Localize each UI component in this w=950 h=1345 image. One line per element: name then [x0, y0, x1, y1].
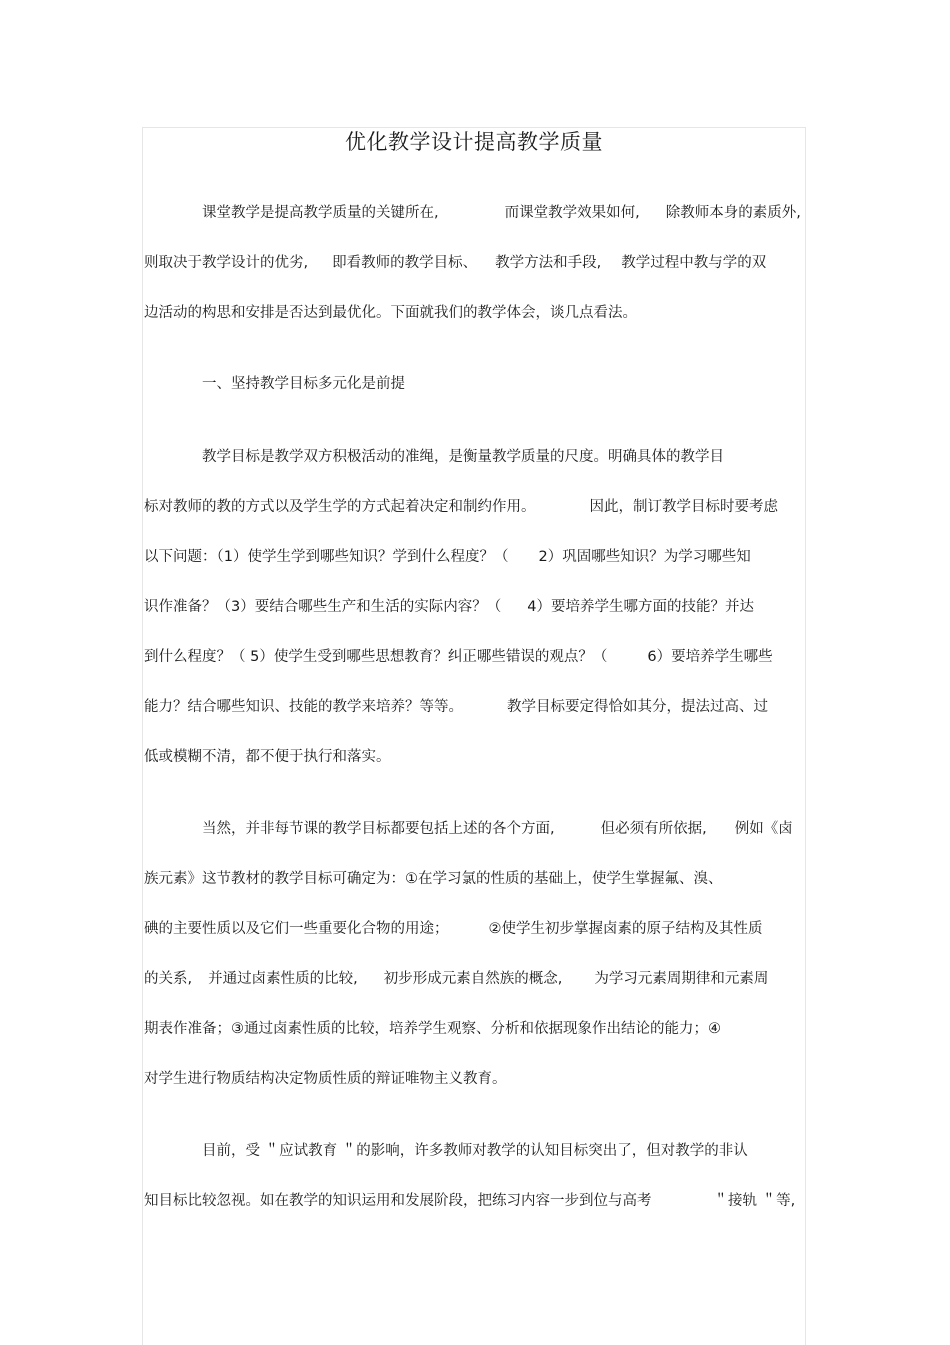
section-heading-1: 一、坚持教学目标多元化是前提: [202, 376, 405, 392]
para2-line-4: [144, 969, 768, 989]
para1-line-6-seg-2: 教学目标要定得恰如其分，提法过高、过: [507, 699, 768, 715]
para1-line-4-seg-1: 识作准备？（3）要结合哪些生产和生活的实际内容？（: [144, 599, 502, 615]
para1-line-4-seg-2: 4）要培养学生哪方面的技能？并达: [527, 599, 754, 615]
intro-line-3: 边活动的构思和安排是否达到最优化。下面就我们的教学体会，谈几点看法。: [144, 305, 637, 321]
para1-line-2-seg-2: 因此，制订教学目标时要考虑: [589, 499, 778, 515]
para3-line-2-seg-1: 知目标比较忽视。如在教学的知识运用和发展阶段，把练习内容一步到位与高考: [144, 1193, 652, 1209]
para1-line-5: [144, 647, 773, 667]
para1-line-2: [144, 497, 778, 517]
para2-line-4-seg-1: 的关系,: [144, 971, 193, 987]
intro-line-2: [144, 253, 766, 273]
para2-line-1-seg-1: 当然，并非每节课的教学目标都要包括上述的各个方面,: [202, 821, 555, 837]
para2-line-3-seg-2: ②使学生初步掌握卤素的原子结构及其性质: [488, 921, 763, 937]
para1-line-3-seg-2: 2）巩固哪些知识？为学习哪些知: [538, 549, 751, 565]
intro-line-2-seg-2: 即看教师的教学目标、: [332, 255, 478, 271]
intro-line-2-seg-3: 教学方法和手段,: [495, 255, 602, 271]
para2-line-1: [202, 819, 793, 839]
intro-line-1: [202, 203, 801, 223]
intro-line-1-seg-2: 而课堂教学效果如何,: [504, 205, 640, 221]
intro-line-1-seg-1: 课堂教学是提高教学质量的关键所在,: [202, 205, 439, 221]
para1-line-7: 低或模糊不清，都不便于执行和落实。: [144, 749, 391, 765]
para1-line-4: [144, 597, 754, 617]
para3-line-2-seg-2: ＂接轨 ＂等,: [713, 1193, 796, 1209]
intro-line-1-seg-3: 除教师本身的素质外,: [665, 205, 801, 221]
document-title: 优化教学设计提高教学质量: [345, 130, 603, 154]
para1-line-6: [144, 697, 768, 717]
para1-line-5-seg-1: 到什么程度？（ 5）使学生受到哪些思想教育？纠正哪些错误的观点？（: [144, 649, 608, 665]
para2-line-1-seg-3: 例如《卤: [734, 821, 793, 837]
para1-line-3: [144, 547, 751, 567]
para1-line-2-seg-1: 标对教师的教的方式以及学生学的方式起着决定和制约作用。: [144, 499, 536, 515]
para2-line-3-seg-1: 碘的主要性质以及它们一些重要化合物的用途；: [144, 921, 449, 937]
para1-line-3-seg-1: 以下问题：（1）使学生学到哪些知识？学到什么程度？（: [144, 549, 509, 565]
para1-line-1: 教学目标是教学双方积极活动的准绳，是衡量教学质量的尺度。明确具体的教学目: [202, 449, 724, 465]
para1-line-5-seg-2: 6）要培养学生哪些: [647, 649, 773, 665]
para3-line-1: 目前，受 ＂应试教育 ＂的影响，许多教师对教学的认知目标突出了，但对教学的非认: [202, 1143, 748, 1159]
para2-line-3: [144, 919, 763, 939]
para2-line-6: 对学生进行物质结构决定物质性质的辩证唯物主义教育。: [144, 1071, 507, 1087]
para2-line-5: 期表作准备；③通过卤素性质的比较，培养学生观察、分析和依据现象作出结论的能力；④: [144, 1021, 721, 1037]
para2-line-4-seg-4: 为学习元素周期律和元素周: [594, 971, 769, 987]
para1-line-6-seg-1: 能力？结合哪些知识、技能的教学来培养？等等。: [144, 699, 463, 715]
intro-line-2-seg-1: 则取决于教学设计的优劣,: [144, 255, 309, 271]
para2-line-4-seg-3: 初步形成元素自然族的概念,: [383, 971, 563, 987]
para3-line-2: [144, 1191, 795, 1211]
para2-line-2: 族元素》这节教材的教学目标可确定为：①在学习氯的性质的基础上，使学生掌握氟、溴、: [144, 871, 723, 887]
para2-line-1-seg-2: 但必须有所依据,: [600, 821, 707, 837]
para2-line-4-seg-2: 并通过卤素性质的比较,: [208, 971, 358, 987]
intro-line-2-seg-4: 教学过程中教与学的双: [621, 255, 767, 271]
